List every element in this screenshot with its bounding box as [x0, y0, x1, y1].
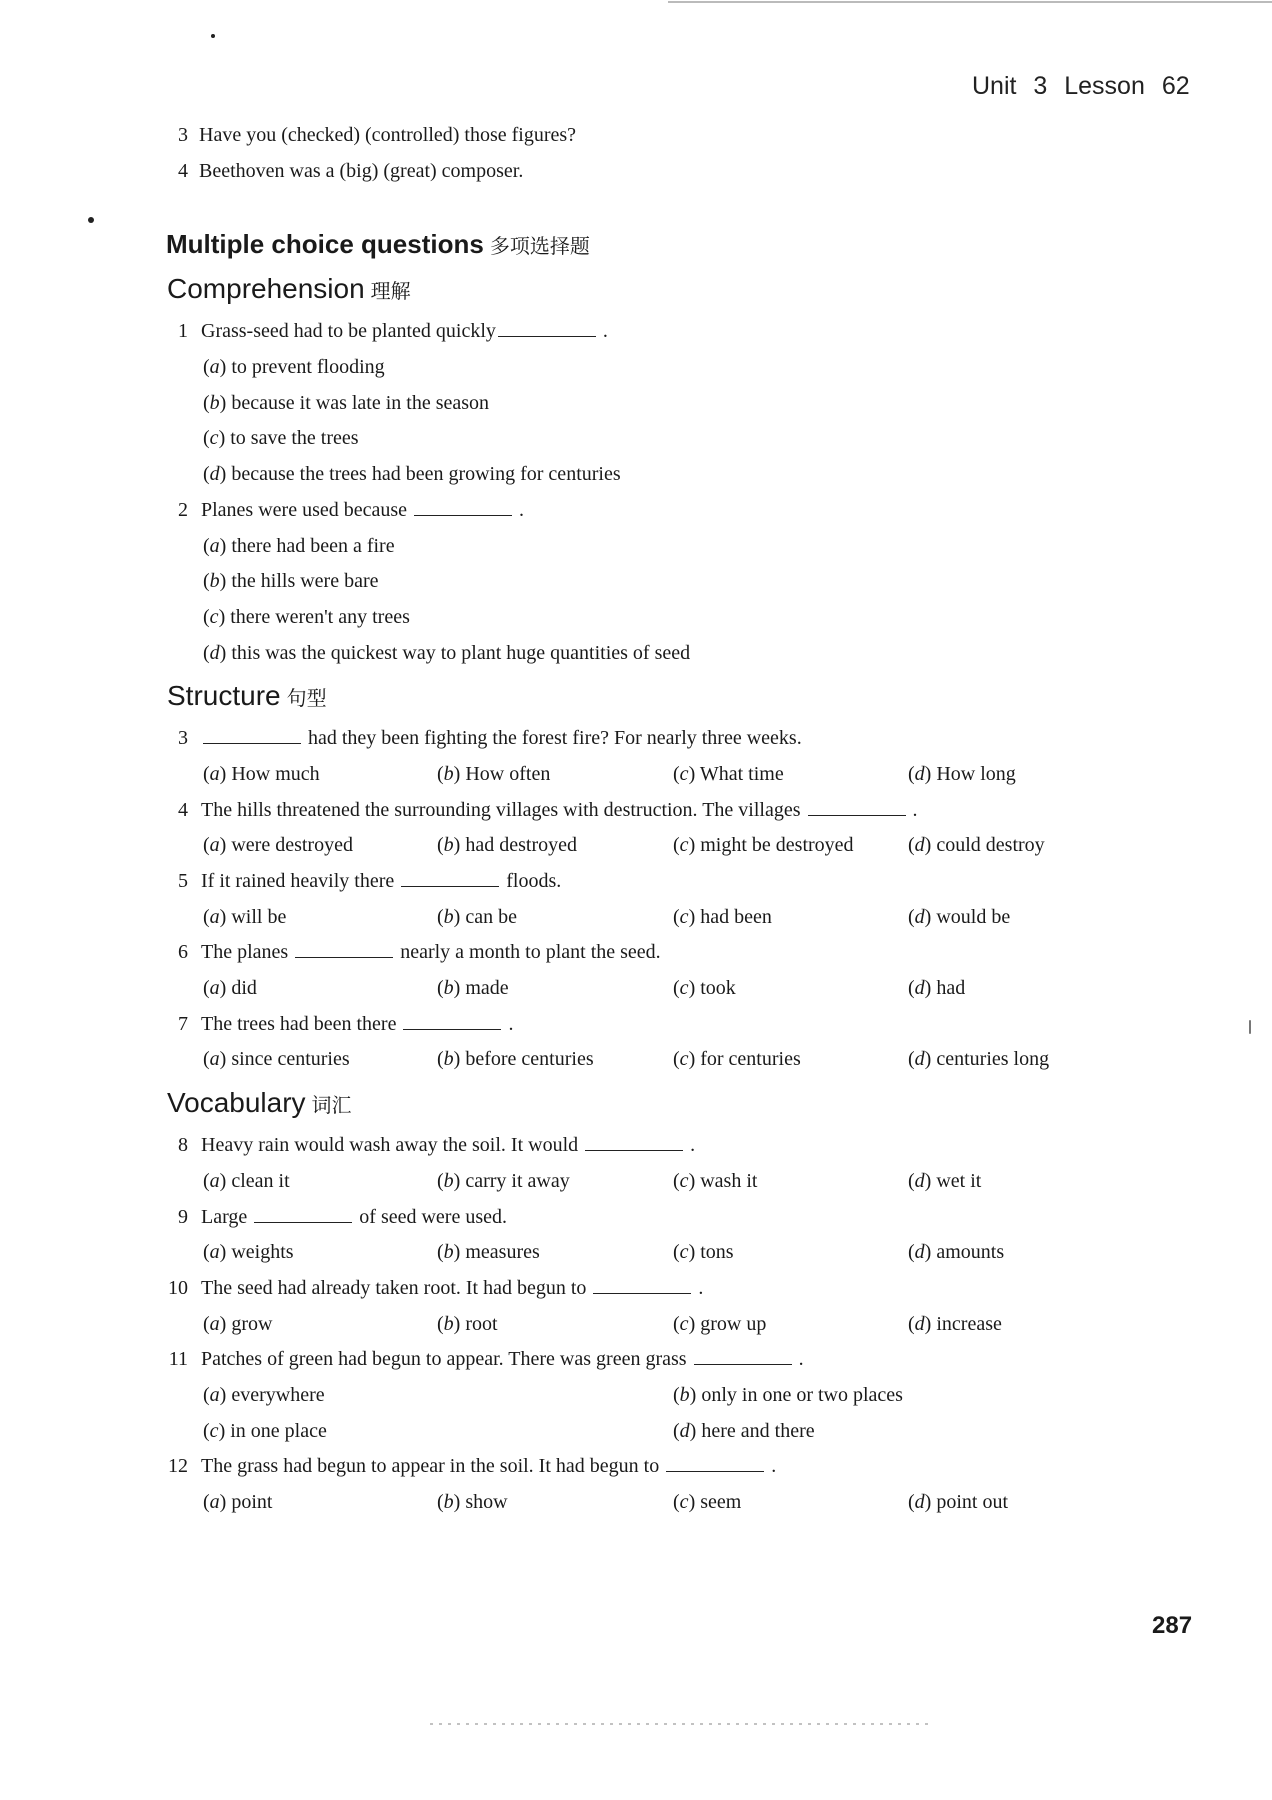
option-letter: b — [443, 762, 454, 785]
option-text: had destroyed — [465, 834, 577, 857]
option-text: to prevent flooding — [231, 356, 385, 379]
question-text — [201, 721, 802, 757]
option-text: How much — [231, 762, 320, 785]
option-row — [0, 1042, 1272, 1078]
answer-option[interactable]: (a) weights — [203, 1241, 294, 1264]
stem-after: . — [597, 320, 608, 343]
option-text: might be destroyed — [700, 834, 854, 857]
option-row — [0, 636, 1272, 672]
question-number: 6 — [178, 941, 188, 964]
stem-before: Large — [201, 1205, 253, 1228]
answer-option[interactable]: (b) made — [437, 977, 509, 1000]
option-row — [0, 900, 1272, 936]
option-text: this was the quickest way to plant huge quantities of seed — [231, 641, 691, 664]
option-row — [0, 757, 1272, 793]
question-text — [201, 935, 661, 971]
option-letter: b — [443, 905, 454, 928]
answer-option[interactable]: (a) will be — [203, 905, 287, 928]
stem-after: of seed were used. — [354, 1205, 507, 1228]
subsection-heading-en: Structure — [167, 680, 281, 712]
question-stem — [0, 493, 1272, 529]
option-letter: a — [209, 1169, 220, 1192]
stem-before: Heavy rain would wash away the soil. It would — [201, 1134, 584, 1157]
option-text: point out — [936, 1491, 1009, 1513]
answer-option[interactable]: (c) to save the trees — [203, 427, 359, 450]
option-text: for centuries — [700, 1048, 801, 1071]
option-letter: c — [679, 1048, 689, 1071]
option-row — [0, 971, 1272, 1007]
question-number: 5 — [178, 870, 188, 892]
answer-option[interactable]: (d) centuries long — [908, 1048, 1050, 1071]
option-letter: b — [209, 391, 220, 414]
option-letter: b — [443, 1048, 454, 1071]
option-letter: d — [914, 1312, 925, 1335]
option-letter: a — [209, 1241, 220, 1264]
option-row — [0, 1235, 1272, 1271]
question-number: 1 — [178, 320, 188, 343]
option-text: seem — [700, 1491, 742, 1513]
question-stem — [0, 314, 1272, 350]
question-stem — [0, 864, 1272, 900]
option-letter: c — [679, 1312, 689, 1335]
option-letter: a — [209, 834, 220, 857]
option-text: weights — [231, 1241, 294, 1264]
option-text: in one place — [230, 1419, 327, 1442]
option-text: tons — [700, 1241, 734, 1264]
option-letter: d — [209, 641, 220, 664]
answer-blank[interactable] — [694, 1346, 792, 1365]
item-text: Beethoven was a (big) (great) composer. — [199, 159, 524, 182]
question-number: 4 — [178, 798, 188, 821]
option-letter: d — [914, 1491, 925, 1513]
option-letter: d — [914, 834, 925, 857]
option-row — [0, 1307, 1272, 1343]
option-text: to save the trees — [230, 427, 359, 450]
question-text — [201, 493, 524, 529]
option-letter: c — [679, 905, 689, 928]
answer-blank[interactable] — [498, 318, 596, 337]
stem-after: . — [766, 1455, 777, 1478]
option-letter: c — [679, 1241, 689, 1264]
answer-blank[interactable] — [403, 1011, 501, 1030]
answer-option[interactable]: (b) because it was late in the season — [203, 391, 490, 414]
answer-option[interactable]: (c) What time — [673, 762, 784, 785]
option-letter: a — [209, 1312, 220, 1335]
option-text: everywhere — [231, 1383, 325, 1406]
answer-option[interactable]: (d) increase — [908, 1312, 1002, 1335]
answer-blank[interactable] — [254, 1204, 352, 1223]
answer-option[interactable]: (c) grow up — [673, 1312, 767, 1335]
stem-before: Grass-seed had to be planted quickly — [201, 320, 496, 343]
option-letter: a — [209, 1383, 220, 1406]
option-text: only in one or two places — [701, 1383, 903, 1406]
exercise-item — [0, 118, 1272, 154]
answer-option[interactable]: (b) show — [437, 1491, 508, 1513]
answer-option[interactable]: (d) amounts — [908, 1241, 1005, 1264]
answer-option[interactable]: (d) point out — [908, 1491, 1009, 1513]
answer-option[interactable]: (d) had — [908, 977, 966, 1000]
subsection-heading-cn: 理解 — [370, 279, 411, 304]
option-letter: c — [209, 1419, 219, 1442]
answer-option[interactable]: (a) grow — [203, 1312, 273, 1335]
stem-before: If it rained heavily there — [201, 870, 400, 892]
option-letter: a — [209, 356, 220, 379]
question-text — [201, 314, 608, 350]
option-text: wash it — [700, 1169, 758, 1192]
answer-option[interactable]: (b) carry it away — [437, 1169, 570, 1192]
option-letter: b — [443, 1312, 454, 1335]
answer-option[interactable]: (b) root — [437, 1312, 498, 1335]
option-text: amounts — [936, 1241, 1005, 1264]
option-text: before centuries — [465, 1048, 594, 1071]
question-number: 8 — [178, 1134, 188, 1157]
answer-option[interactable]: (d) wet it — [908, 1169, 982, 1192]
option-text: since centuries — [231, 1048, 350, 1071]
option-text: clean it — [231, 1169, 290, 1192]
question-number: 3 — [178, 727, 188, 750]
option-row — [0, 1378, 1272, 1414]
answer-option[interactable]: (a) did — [203, 977, 257, 1000]
option-letter: d — [914, 1048, 925, 1071]
answer-option[interactable]: (a) to prevent flooding — [203, 356, 385, 379]
answer-option[interactable]: (a) everywhere — [203, 1383, 325, 1406]
option-text: would be — [936, 905, 1011, 928]
question-text — [201, 1200, 507, 1236]
section-title-cn: 多项选择题 — [489, 234, 590, 259]
option-text: How long — [936, 762, 1016, 785]
question-stem — [0, 1200, 1272, 1236]
question-text — [201, 1449, 776, 1485]
question-number: 11 — [168, 1348, 188, 1371]
option-text: centuries long — [936, 1048, 1050, 1071]
option-row — [0, 421, 1272, 457]
answer-option[interactable]: (c) there weren't any trees — [203, 605, 410, 628]
answer-blank[interactable] — [666, 1453, 764, 1472]
question-stem — [0, 721, 1272, 757]
option-text: What time — [699, 762, 784, 785]
subsection-heading-en: Comprehension — [167, 273, 365, 305]
option-letter: d — [914, 1169, 925, 1192]
subsection-heading-cn: 词汇 — [311, 1093, 352, 1118]
question-stem — [0, 1342, 1272, 1378]
option-letter: b — [443, 1491, 454, 1513]
scan-top-edge — [668, 1, 1272, 3]
option-letter: a — [209, 762, 220, 785]
answer-blank[interactable] — [593, 1275, 691, 1294]
stem-after: had they been fighting the forest fire? For nearly three weeks. — [303, 727, 802, 750]
section-title — [0, 224, 1272, 264]
option-text: point — [231, 1491, 273, 1513]
subsection-heading — [0, 671, 1272, 721]
option-text: were destroyed — [231, 834, 353, 857]
option-letter: b — [443, 1241, 454, 1264]
item-text: Have you (checked) (controlled) those figures? — [199, 124, 577, 146]
option-text: will be — [231, 905, 287, 928]
stem-after: nearly a month to plant the seed. — [395, 941, 661, 964]
stem-before: Patches of green had begun to appear. There was green grass — [201, 1348, 692, 1371]
option-text: had — [936, 977, 966, 1000]
answer-option[interactable]: (c) seem — [673, 1491, 742, 1513]
running-header: Unit 3 Lesson 62 — [972, 72, 1190, 100]
answer-option[interactable]: (d) here and there — [673, 1419, 815, 1442]
option-letter: b — [443, 977, 454, 1000]
option-text: here and there — [701, 1419, 815, 1442]
option-letter: b — [443, 1169, 454, 1192]
question-number: 7 — [178, 1012, 188, 1035]
answer-option[interactable]: (b) can be — [437, 905, 517, 928]
option-text: measures — [465, 1241, 540, 1264]
option-letter: c — [679, 1169, 689, 1192]
stem-before: The seed had already taken root. It had begun to — [201, 1276, 592, 1299]
question-stem — [0, 793, 1272, 829]
question-text — [201, 1128, 695, 1164]
option-text: increase — [936, 1312, 1002, 1335]
question-text — [201, 1007, 513, 1043]
question-number: 2 — [178, 498, 188, 521]
option-text: made — [465, 977, 509, 1000]
answer-option[interactable]: (d) would be — [908, 905, 1011, 928]
question-stem — [0, 1007, 1272, 1043]
stem-before: The trees had been there — [201, 1012, 402, 1035]
stem-after: . — [907, 798, 918, 821]
option-text: because the trees had been growing for centuries — [231, 463, 621, 486]
option-text: wet it — [936, 1169, 982, 1192]
stem-after: floods. — [501, 870, 562, 892]
option-letter: a — [209, 534, 220, 557]
question-text — [201, 864, 561, 900]
option-row — [0, 1485, 1272, 1521]
question-number: 9 — [178, 1205, 188, 1228]
answer-option[interactable]: (c) had been — [673, 905, 772, 928]
stem-after: . — [793, 1348, 804, 1371]
option-letter: d — [914, 977, 925, 1000]
option-text: grow — [231, 1312, 273, 1335]
option-letter: a — [209, 1491, 220, 1513]
question-stem — [0, 935, 1272, 971]
subsection-heading — [0, 1078, 1272, 1128]
option-letter: d — [914, 1241, 925, 1264]
question-stem — [0, 1128, 1272, 1164]
stem-after: . — [514, 498, 525, 521]
answer-option[interactable]: (b) before centuries — [437, 1048, 594, 1071]
option-row — [0, 529, 1272, 565]
subsection-heading — [0, 264, 1272, 314]
stem-before: Planes were used because — [201, 498, 413, 521]
option-text: took — [700, 977, 736, 1000]
answer-blank[interactable] — [295, 939, 393, 958]
option-row — [0, 350, 1272, 386]
option-text: there had been a fire — [231, 534, 395, 557]
page-content — [0, 118, 1272, 1521]
answer-blank[interactable] — [585, 1132, 683, 1151]
option-row — [0, 564, 1272, 600]
answer-option[interactable]: (c) for centuries — [673, 1048, 801, 1071]
option-letter: c — [679, 762, 689, 785]
option-text: How often — [465, 762, 551, 785]
stem-before: The planes — [201, 941, 294, 964]
answer-blank[interactable] — [414, 497, 512, 516]
item-number: 3 — [178, 124, 188, 146]
answer-option[interactable]: (b) How often — [437, 762, 551, 785]
answer-option[interactable]: (c) took — [673, 977, 736, 1000]
option-letter: a — [209, 905, 220, 928]
option-text: had been — [700, 905, 772, 928]
option-letter: b — [679, 1383, 690, 1406]
option-letter: a — [209, 977, 220, 1000]
page-number: 287 — [1152, 1612, 1193, 1639]
option-text: because it was late in the season — [231, 391, 490, 414]
option-text: show — [465, 1491, 508, 1513]
answer-option[interactable]: (a) were destroyed — [203, 834, 353, 857]
option-letter: d — [914, 762, 925, 785]
question-number: 12 — [168, 1455, 188, 1478]
option-letter: d — [679, 1419, 690, 1442]
exercise-item — [0, 154, 1272, 190]
option-row — [0, 1164, 1272, 1200]
subsection-heading-en: Vocabulary — [167, 1087, 306, 1119]
option-letter: c — [209, 427, 219, 450]
option-text: the hills were bare — [231, 570, 379, 593]
option-letter: b — [443, 834, 454, 857]
option-row — [0, 386, 1272, 422]
question-stem — [0, 1271, 1272, 1307]
option-letter: c — [679, 977, 689, 1000]
stem-before: The hills threatened the surrounding villages with destruction. The villages — [201, 798, 806, 821]
stem-after: . — [503, 1012, 514, 1035]
stem-after: . — [685, 1134, 696, 1157]
answer-option[interactable]: (c) in one place — [203, 1419, 327, 1442]
option-row — [0, 1414, 1272, 1450]
option-text: there weren't any trees — [230, 605, 410, 628]
answer-option[interactable]: (b) only in one or two places — [673, 1383, 903, 1406]
option-letter: d — [209, 463, 220, 486]
subsection-heading-cn: 句型 — [286, 686, 327, 711]
option-letter: d — [914, 905, 925, 928]
answer-option[interactable]: (a) clean it — [203, 1169, 290, 1192]
answer-option[interactable]: (d) How long — [908, 762, 1016, 785]
option-letter: b — [209, 570, 220, 593]
question-text — [201, 1342, 804, 1378]
answer-option[interactable]: (b) measures — [437, 1241, 540, 1264]
scan-artifact — [430, 1723, 930, 1725]
option-text: root — [465, 1312, 498, 1335]
question-number: 10 — [168, 1276, 188, 1299]
stem-after: . — [693, 1276, 704, 1299]
answer-option[interactable]: (a) How much — [203, 762, 320, 785]
answer-option[interactable]: (b) the hills were bare — [203, 570, 379, 593]
answer-option[interactable]: (c) wash it — [673, 1169, 758, 1192]
stem-before: The grass had begun to appear in the soil. It had begun to — [201, 1455, 665, 1478]
question-stem — [0, 1449, 1272, 1485]
item-number: 4 — [178, 159, 188, 182]
option-letter: c — [679, 834, 689, 857]
option-row — [0, 828, 1272, 864]
answer-option[interactable]: (b) had destroyed — [437, 834, 577, 857]
option-letter: c — [209, 605, 219, 628]
question-text — [201, 1271, 703, 1307]
answer-option[interactable]: (a) since centuries — [203, 1048, 350, 1071]
option-row — [0, 457, 1272, 493]
option-text: could destroy — [936, 834, 1045, 857]
option-text: did — [231, 977, 257, 1000]
answer-option[interactable]: (c) might be destroyed — [673, 834, 854, 857]
answer-option[interactable]: (c) tons — [673, 1241, 734, 1264]
option-text: grow up — [700, 1312, 767, 1335]
answer-option[interactable]: (d) this was the quickest way to plant huge quantities of seed — [203, 641, 691, 664]
answer-blank[interactable] — [203, 725, 301, 744]
option-text: can be — [465, 905, 517, 928]
option-row — [0, 600, 1272, 636]
answer-option[interactable]: (d) could destroy — [908, 834, 1045, 857]
answer-blank[interactable] — [401, 868, 499, 887]
answer-blank[interactable] — [808, 797, 906, 816]
question-text — [201, 793, 918, 829]
answer-option[interactable]: (a) there had been a fire — [203, 534, 395, 557]
option-letter: c — [679, 1491, 689, 1513]
option-text: carry it away — [465, 1169, 570, 1192]
section-title-en: Multiple choice questions — [166, 229, 484, 260]
answer-option[interactable]: (a) point — [203, 1491, 273, 1513]
option-letter: a — [209, 1048, 220, 1071]
answer-option[interactable]: (d) because the trees had been growing for centuries — [203, 463, 621, 486]
scan-speck — [211, 34, 215, 38]
